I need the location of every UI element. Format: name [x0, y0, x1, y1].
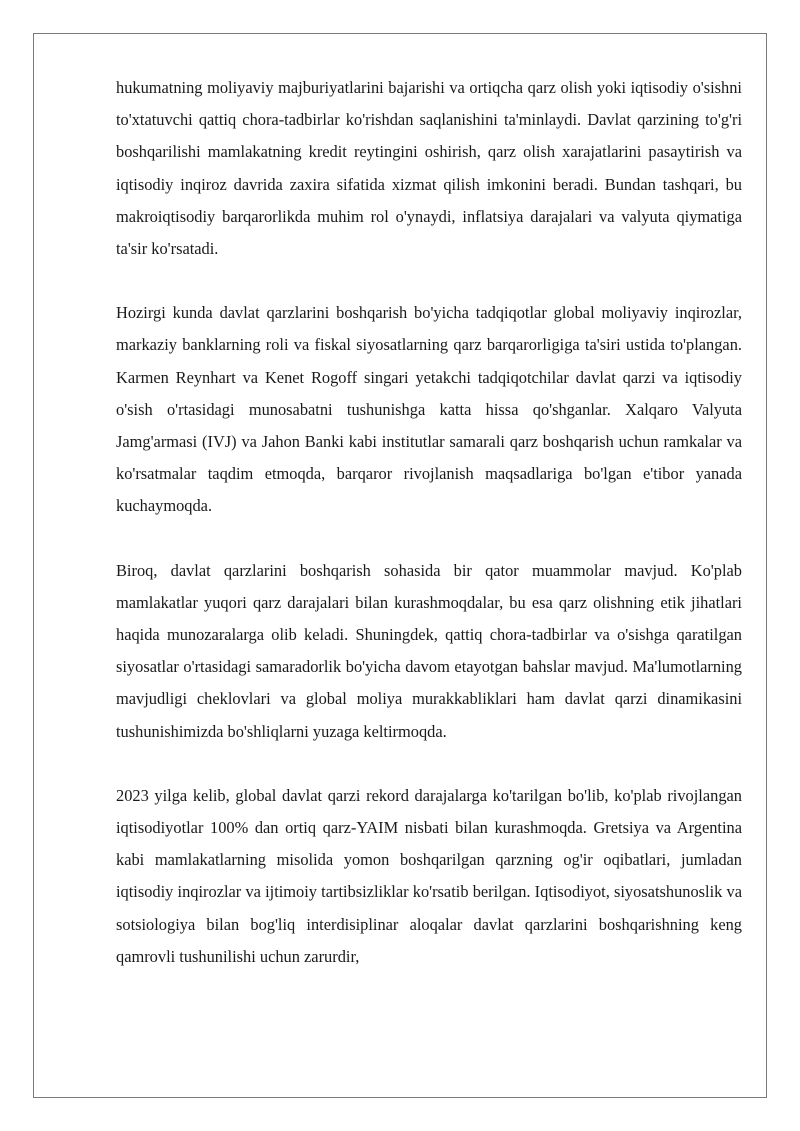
- paragraph-2: Hozirgi kunda davlat qarzlarini boshqarish bo'yicha tadqiqotlar global moliyaviy inqirozlar, markaziy banklarning roli va fiskal siyosatlarning qarz barqarorligiga ta'siri ustida to'plangan. Karmen Reynhart va Kenet Rogoff singari yetakchi tadqiqotchilar davlat qarzi va iqtisodiy o'sish o'rtasidagi munosabatni tushunishga katta hissa qo'shganlar. Xalqaro Valyuta Jamg'armasi (IVJ) va Jahon Banki kabi institutlar samarali qarz boshqarish uchun ramkalar va ko'rsatmalar taqdim etmoqda, barqaror rivojlanish maqsadlariga bo'lgan e'tibor yanada kuchaymoqda.: [116, 303, 742, 516]
- paragraph-4: 2023 yilga kelib, global davlat qarzi rekord darajalarga ko'tarilgan bo'lib, ko'plab rivojlangan iqtisodiyotlar 100% dan ortiq qarz-YAIM nisbati bilan kurashmoqda. Gretsiya va Argentina kabi mamlakatlarning misolida yomon boshqarilgan qarzning og'ir oqibatlari, jumladan iqtisodiy inqirozlar va ijtimoiy tartibsizliklar ko'rsatib berilgan. Iqtisodiyot, siyosatshunoslik va sotsiologiya bilan bog'liq interdisiplinar aloqalar davlat qarzlarini boshqarishning keng qamrovli tushunilishi uchun zarurdir,: [116, 785, 742, 966]
- paragraph-3: Biroq, davlat qarzlarini boshqarish sohasida bir qator muammolar mavjud. Ko'plab mamlakatlar yuqori qarz darajalari bilan kurashmoqdalar, bu esa qarz olishning etik jihatlari haqida munozaralarga olib keladi. Shuningdek, qattiq chora-tadbirlar va o'sishga qaratilgan siyosatlar o'rtasidagi samaradorlik bo'yicha davom etayotgan bahslar mavjud. Ma'lumotlarning mavjudligi cheklovlari va global moliya murakkabliklari ham davlat qarzi dinamikasini tushunishimizda bo'shliqlarni yuzaga keltirmoqda.: [116, 560, 742, 741]
- document-body: [116, 72, 742, 973]
- paragraph-1: hukumatning moliyaviy majburiyatlarini bajarishi va ortiqcha qarz olish yoki iqtisodiy o'sishni to'xtatuvchi qattiq chora-tadbirlar ko'rishdan saqlanishini ta'minlaydi. Davlat qarzining to'g'ri boshqarilishi mamlakatning kredit reytingini oshirish, qarz olish xarajatlarini pasaytirish va iqtisodiy inqiroz davrida zaxira sifatida xizmat qilish imkonini beradi. Bundan tashqari, bu makroiqtisodiy barqarorlikda muhim rol o'ynaydi, inflatsiya darajalari va valyuta qiymatiga ta'sir ko'rsatadi.: [116, 78, 742, 259]
